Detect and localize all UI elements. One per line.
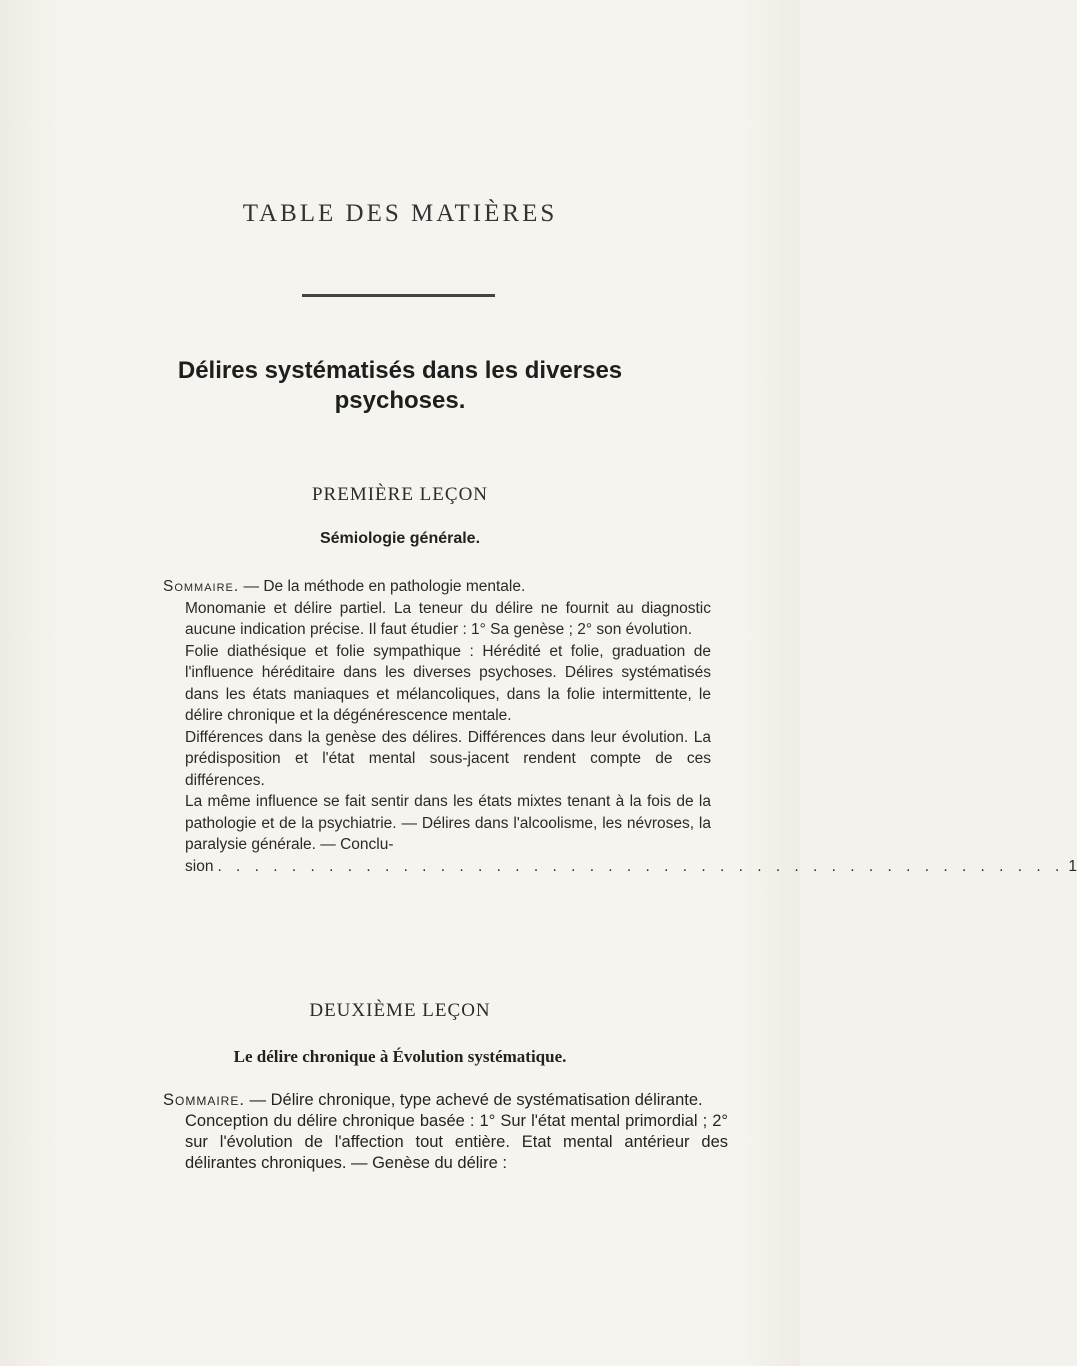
sommaire-heading-line — [163, 1090, 728, 1111]
lecon-1-subtitle: Sémiologie générale. — [319, 530, 481, 547]
sommaire-paragraph: Folie diathésique et folie sympathique : Hérédité et folie, graduation de l'influence héréditaire dans les diverses psychoses. Délires systématisés dans les états maniaques et mélancoliques, dans la folie intermittente, le délire chronique et la dégénérescence mentale. — [185, 642, 711, 724]
toc-last-word: sion — [185, 857, 214, 875]
lecon-1-title: PREMIÈRE LEÇON — [311, 484, 489, 505]
lecon-1-sommaire — [163, 576, 1077, 877]
main-title — [60, 356, 740, 416]
sommaire-heading-line — [163, 576, 711, 598]
sommaire-label: Sommaire. — [163, 578, 240, 595]
running-title: TABLE DES MATIÈRES — [242, 200, 558, 227]
sommaire-first-line: — De la méthode en pathologie mentale. — [243, 578, 526, 595]
sommaire-paragraph: Conception du délire chronique basée : 1° Sur l'état mental primordial ; 2° sur l'évolution de l'affection tout entière. Etat mental antérieur des délirantes chroniques. — Genèse du délire : — [185, 1112, 728, 1172]
main-title-line-1: Délires systématisés dans les diverses — [177, 357, 623, 384]
lecon-2-subtitle: Le délire chronique à Évolution systématique. — [233, 1047, 567, 1066]
sommaire-paragraph: Différences dans la genèse des délires. Différences dans leur évolution. La prédisposition et l'état mental sous-jacent rendent compte de ces différences. — [185, 728, 711, 789]
title-rule — [302, 294, 495, 297]
sommaire-paragraph: La même influence se fait sentir dans les états mixtes tenant à la fois de la pathologie et de la psychiatrie. — Délires dans l'alcoolisme, les névroses, la paralysie générale. — Conclu- — [185, 793, 711, 853]
toc-entry-line — [163, 856, 1077, 878]
page-number: 1 — [1068, 857, 1077, 875]
lecon-2-sommaire — [163, 1090, 728, 1174]
leader-dots: . . . . . . . . . . . . . . . . . . . . . . . . . . . . . . . . . . . . . . . . . . . . . . — [217, 857, 1065, 875]
sommaire-paragraph: Monomanie et délire partiel. La teneur du délire ne fournit au diagnostic aucune indication précise. Il faut étudier : 1° Sa genèse ; 2° son évolution. — [185, 599, 711, 638]
lecon-2-title: DEUXIÈME LEÇON — [309, 1000, 491, 1021]
sommaire-label: Sommaire. — [163, 1091, 245, 1109]
main-title-line-2: psychoses. — [334, 387, 466, 414]
sommaire-first-line: — Délire chronique, type achevé de systématisation délirante. — [249, 1091, 703, 1109]
